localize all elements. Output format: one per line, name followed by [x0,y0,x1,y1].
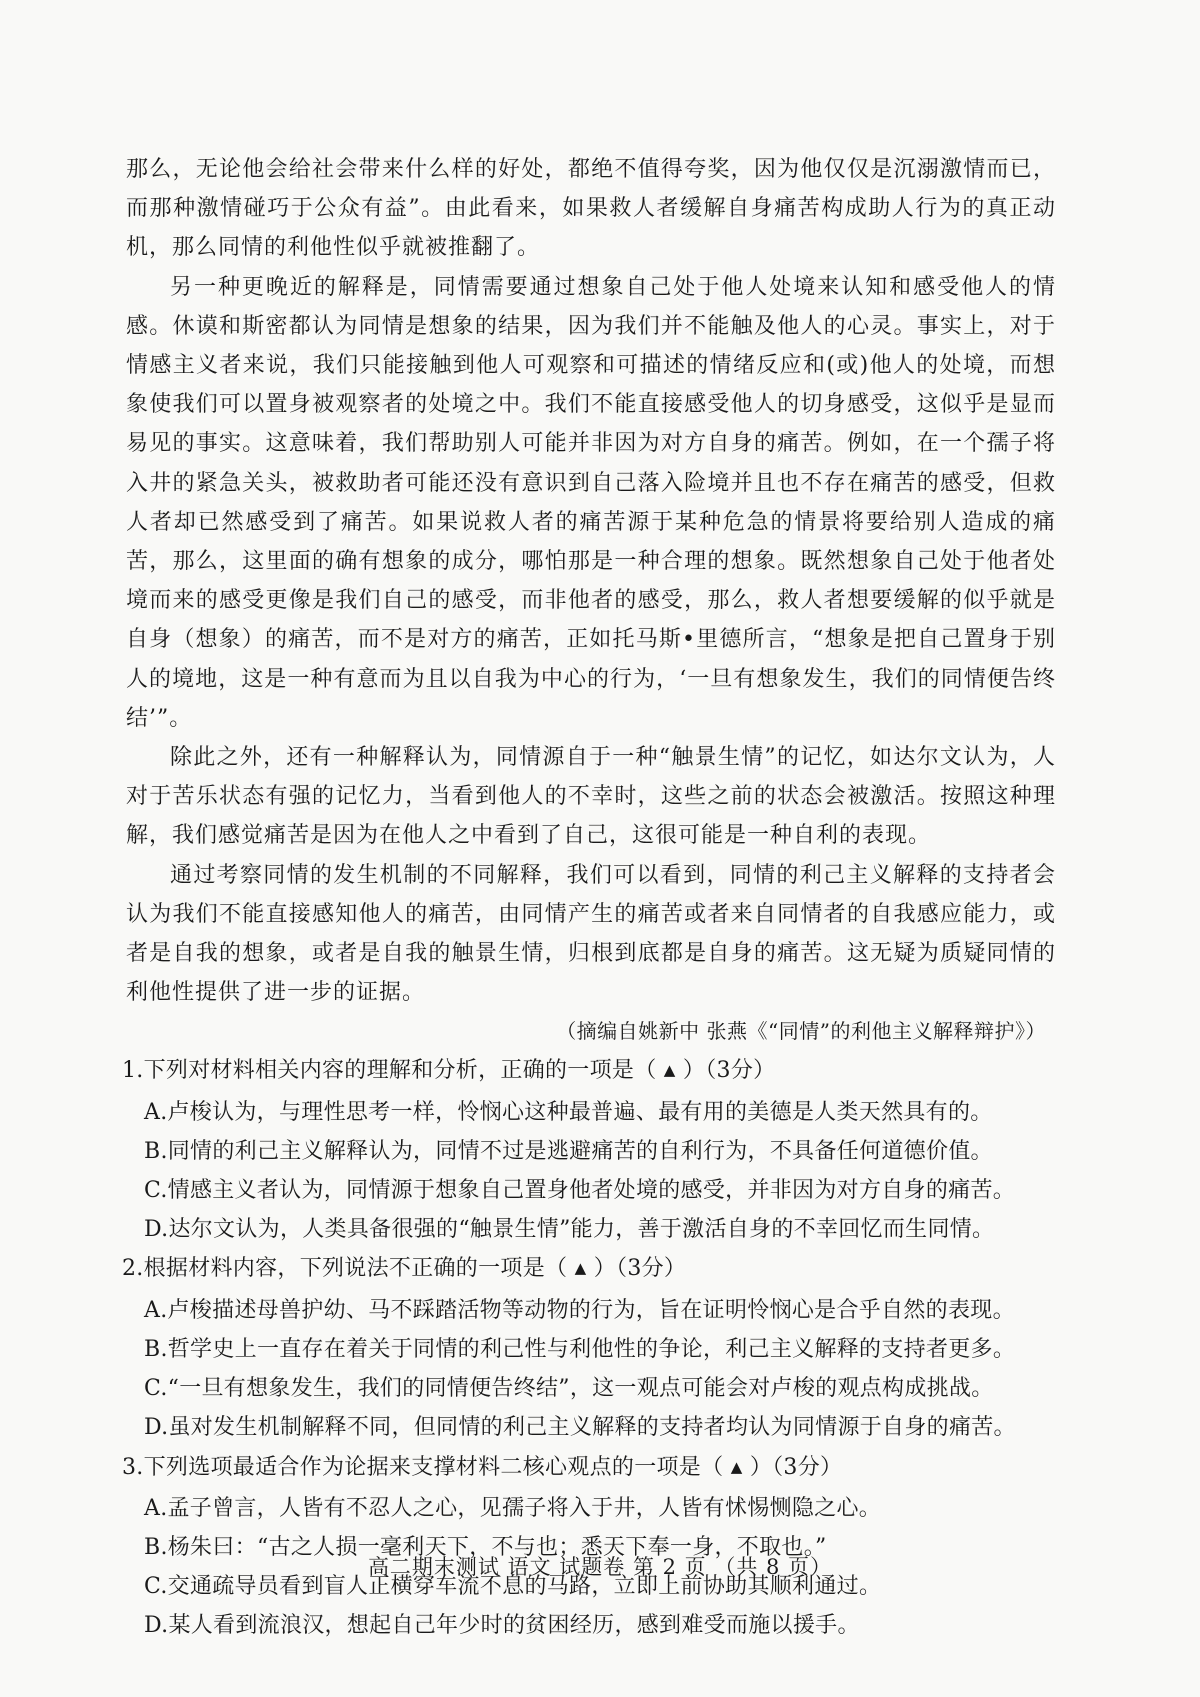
question-3-score: ）（3分） [742,1454,843,1480]
question-1-stem-text: 1.下列对材料相关内容的理解和分析，正确的一项是（ [122,1058,664,1084]
question-1 [122,1051,1056,1249]
question-3-option-b: B.杨朱曰：“古之人损一毫利天下，不与也；悉天下奉一身，不取也。” [144,1534,827,1560]
passage-paragraph-1: 那么，无论他会给社会带来什么样的好处，都绝不值得夸奖，因为他仅仅是沉溺激情而已，而那种激情碰巧于公众有益”。由此看来，如果救人者缓解自身痛苦构成助人行为的真正动机，那么同情的利他性似乎就被推翻了。 [126,157,1056,261]
question-3 [122,1448,1056,1646]
question-3-option-c: C.交通疏导员看到盲人正横穿车流不息的马路，立即上前协助其顺利通过。 [144,1574,882,1600]
question-1-option-d: D.达尔文认为，人类具备很强的“触景生情”能力，善于激活自身的不幸回忆而生同情。 [144,1217,995,1243]
question-3-stem-text: 3.下列选项最适合作为论据来支撑材料二核心观点的一项是（ [122,1454,731,1480]
question-2-option-a: A.卢梭描述母兽护幼、马不踩踏活物等动物的行为，旨在证明怜悯心是合乎自然的表现。 [144,1297,1015,1323]
answer-triangle-icon: ▲ [663,1061,676,1080]
page-content [122,150,1056,1646]
page-footer: 高二期末测试 语文 试题卷 第 2 页 （共 8 页） [367,1555,833,1579]
answer-triangle-icon: ▲ [730,1457,743,1476]
answer-triangle-icon: ▲ [574,1259,587,1278]
question-2-option-d: D.虽对发生机制解释不同，但同情的利己主义解释的支持者均认为同情源于自身的痛苦。 [144,1415,1016,1441]
question-3-option-a: A.孟子曾言，人皆有不忍人之心，见孺子将入于井，人皆有怵惕恻隐之心。 [144,1495,882,1521]
passage-paragraph-4: 通过考察同情的发生机制的不同解释，我们可以看到，同情的利己主义解释的支持者会认为我们不能直接感知他人的痛苦，由同情产生的痛苦或者来自同情者的自我感应能力，或者是自我的想象，或者是自我的触景生情，归根到底都是自身的痛苦。这无疑为质疑同情的利他性提供了进一步的证据。 [126,862,1056,1006]
question-1-option-c: C.情感主义者认为，同情源于想象自己置身他者处境的感受，并非因为对方自身的痛苦。 [144,1178,1016,1204]
question-2-stem [122,1249,1052,1290]
passage-source: （摘编自姚新中 张燕《“同情”的利他主义解释辩护》） [556,1019,1046,1044]
question-2-option-b: B.哲学史上一直存在着关于同情的利己性与利他性的争论，利己主义解释的支持者更多。 [144,1336,1016,1362]
passage-paragraph-2: 另一种更晚近的解释是，同情需要通过想象自己处于他人处境来认知和感受他人的情感。休谟和斯密都认为同情是想象的结果，因为我们并不能触及他人的心灵。事实上，对于情感主义者来说，我们只能接触到他人可观察和可描述的情绪反应和(或)他人的处境，而想象使我们可以置身被观察者的处境之中。我们不能直接感受他人的切身感受，这似乎是显而易见的事实。这意味着，我们帮助别人可能并非因为对方自身的痛苦。例如，在一个孺子将入井的紧急关头，被救助者可能还没有意识到自己落入险境并且也不存在痛苦的感受，但救人者却已然感受到了痛苦。如果说救人者的痛苦源于某种危急的情景将要给别人造成的痛苦，那么，这里面的确有想象的成分，哪怕那是一种合理的想象。既然想象自己处于他者处境而来的感受更像是我们自己的感受，而非他者的感受，那么，救人者想要缓解的似乎就是自身（想象）的痛苦，而不是对方的痛苦，正如托马斯•里德所言，“想象是把自己置身于别人的境地，这是一种有意而为且以自我为中心的行为，‘一旦有想象发生，我们的同情便告终结’”。 [126,274,1056,731]
question-2-option-c: C.“一旦有想象发生，我们的同情便告终结”，这一观点可能会对卢梭的观点构成挑战。 [144,1376,994,1402]
question-3-option-d: D.某人看到流浪汉，想起自己年少时的贫困经历，感到难受而施以援手。 [144,1613,860,1639]
question-3-stem [122,1448,1052,1489]
question-2 [122,1249,1056,1447]
question-1-score: ）（3分） [675,1058,776,1084]
question-2-stem-text: 2.根据材料内容，下列说法不正确的一项是（ [122,1256,575,1282]
question-1-stem [122,1051,1052,1092]
question-1-option-a: A.卢梭认为，与理性思考一样，怜悯心这种最普遍、最有用的美德是人类天然具有的。 [144,1099,993,1125]
question-1-option-b: B.同情的利己主义解释认为，同情不过是逃避痛苦的自利行为，不具备任何道德价值。 [144,1138,993,1164]
passage-paragraph-3: 除此之外，还有一种解释认为，同情源自于一种“触景生情”的记忆，如达尔文认为，人对于苦乐状态有强的记忆力，当看到他人的不幸时，这些之前的状态会被激活。按照这种理解，我们感觉痛苦是因为在他人之中看到了自己，这很可能是一种自利的表现。 [126,745,1056,849]
question-2-score: ）（3分） [586,1256,687,1282]
